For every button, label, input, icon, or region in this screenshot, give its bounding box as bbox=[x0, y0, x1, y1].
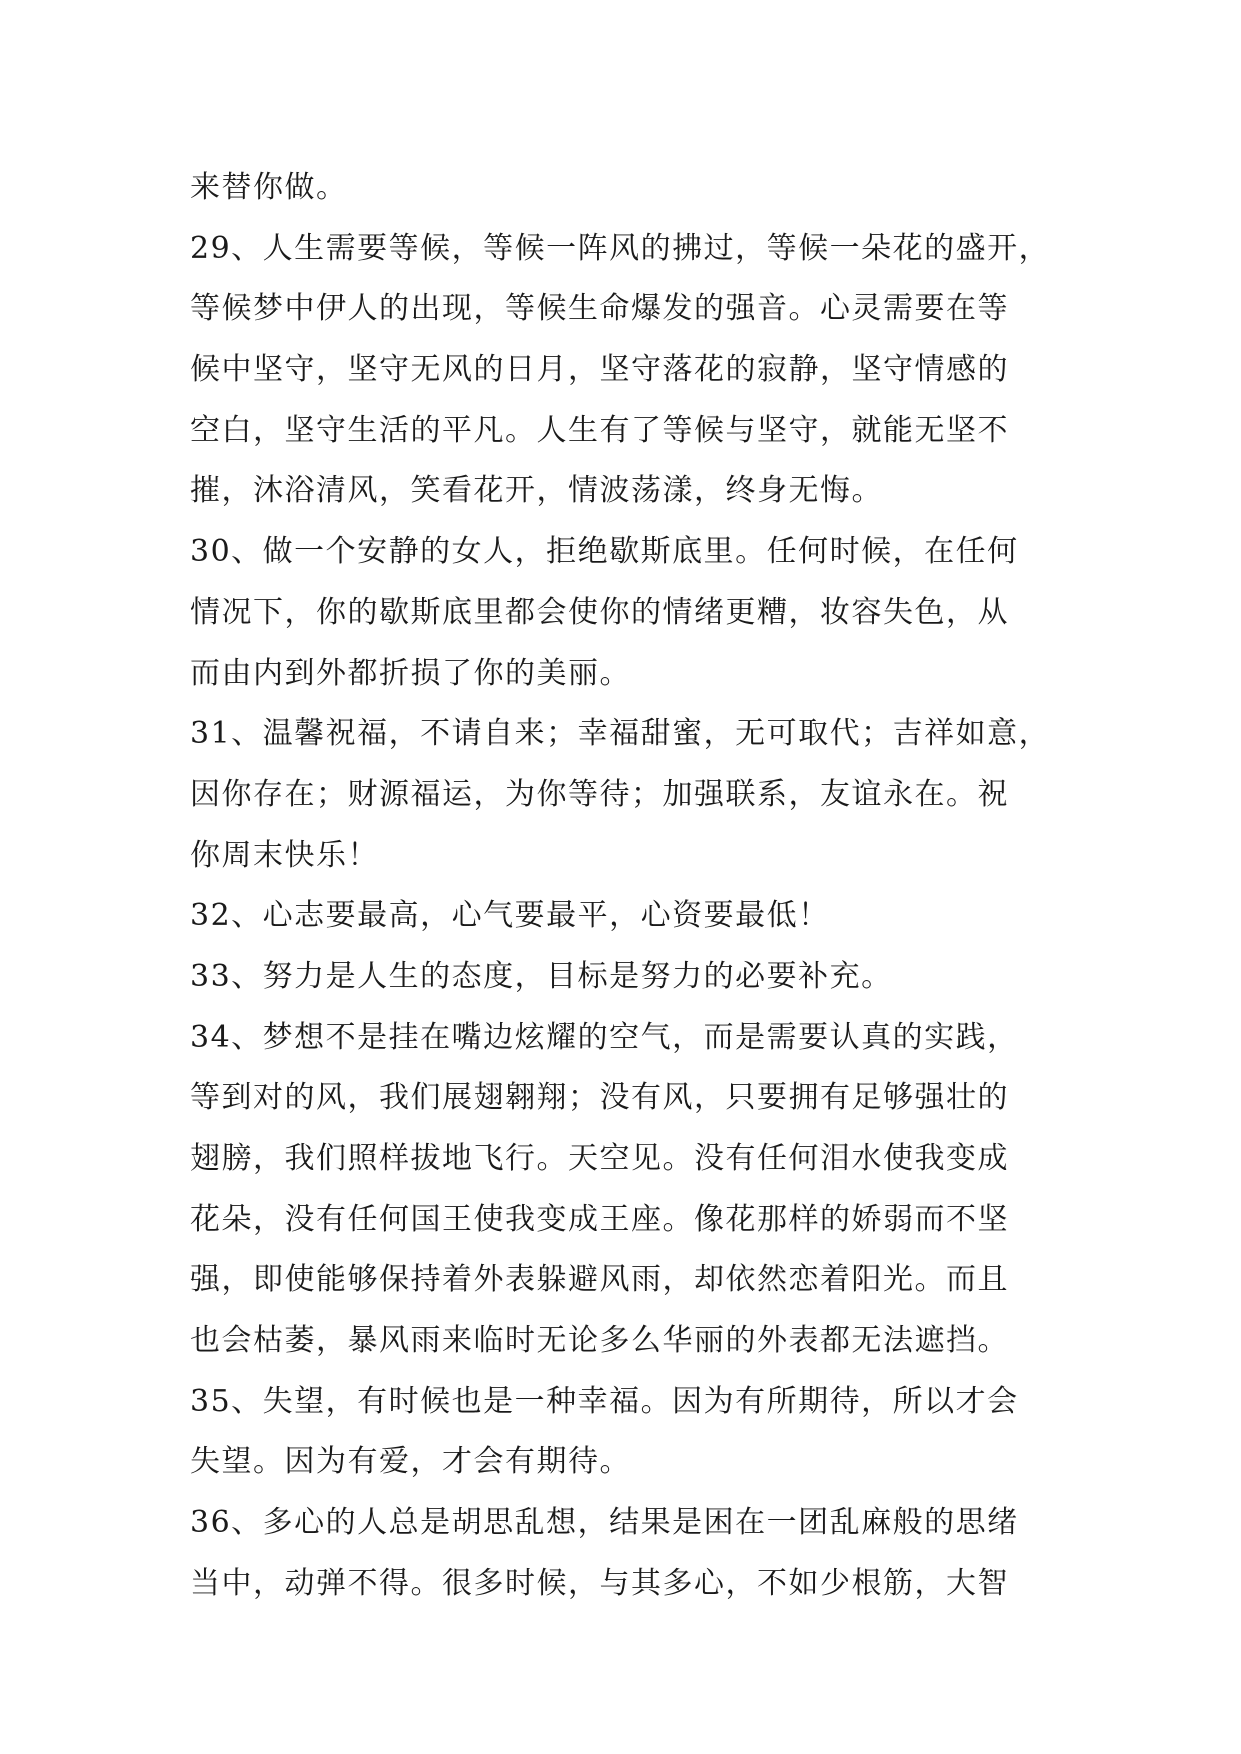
text-line: 摧，沐浴清风，笑看花开，情波荡漾，终身无悔。 bbox=[190, 473, 883, 509]
text-line: 30、做一个安静的女人，拒绝歇斯底里。任何时候，在任何 bbox=[190, 534, 1019, 570]
text-line: 候中坚守，坚守无风的日月，坚守落花的寂静，坚守情感的 bbox=[190, 352, 1009, 388]
text-line: 空白，坚守生活的平凡。人生有了等候与坚守，就能无坚不 bbox=[190, 412, 1009, 448]
text-line: 来替你做。 bbox=[190, 170, 348, 205]
text-line: 当中，动弹不得。很多时候，与其多心，不如少根筋，大智 bbox=[190, 1565, 1009, 1601]
text-line: 29、人生需要等候，等候一阵风的拂过，等候一朵花的盛开， bbox=[190, 230, 1051, 266]
text-line: 而由内到外都折损了你的美丽。 bbox=[190, 655, 631, 691]
text-line: 等到对的风，我们展翅翱翔；没有风，只要拥有足够强壮的 bbox=[190, 1080, 1009, 1116]
text-line: 情况下，你的歇斯底里都会使你的情绪更糟，妆容失色，从 bbox=[190, 594, 1009, 630]
text-line: 也会枯萎，暴风雨来临时无论多么华丽的外表都无法遮挡。 bbox=[190, 1323, 1009, 1359]
text-line: 强，即使能够保持着外表躲避风雨，却依然恋着阳光。而且 bbox=[190, 1262, 1009, 1298]
text-line: 花朵，没有任何国王使我变成王座。像花那样的娇弱而不坚 bbox=[190, 1201, 1009, 1237]
text-line: 35、失望，有时候也是一种幸福。因为有所期待，所以才会 bbox=[190, 1383, 1019, 1419]
text-line: 31、温馨祝福，不请自来；幸福甜蜜，无可取代；吉祥如意， bbox=[190, 716, 1051, 752]
text-line: 因你存在；财源福运，为你等待；加强联系，友谊永在。祝 bbox=[190, 776, 1009, 812]
text-line: 失望。因为有爱，才会有期待。 bbox=[190, 1444, 631, 1480]
text-line: 你周末快乐！ bbox=[190, 837, 379, 873]
text-line: 34、梦想不是挂在嘴边炫耀的空气，而是需要认真的实践， bbox=[190, 1019, 1019, 1055]
text-line: 等候梦中伊人的出现，等候生命爆发的强音。心灵需要在等 bbox=[190, 291, 1009, 327]
text-line: 33、努力是人生的态度，目标是努力的必要补充。 bbox=[190, 958, 893, 994]
text-line: 36、多心的人总是胡思乱想，结果是困在一团乱麻般的思绪 bbox=[190, 1505, 1019, 1541]
text-line: 32、心志要最高，心气要最平，心资要最低！ bbox=[190, 898, 830, 934]
document-body bbox=[190, 158, 1070, 1615]
text-line: 翅膀，我们照样拔地飞行。天空见。没有任何泪水使我变成 bbox=[190, 1141, 1009, 1176]
